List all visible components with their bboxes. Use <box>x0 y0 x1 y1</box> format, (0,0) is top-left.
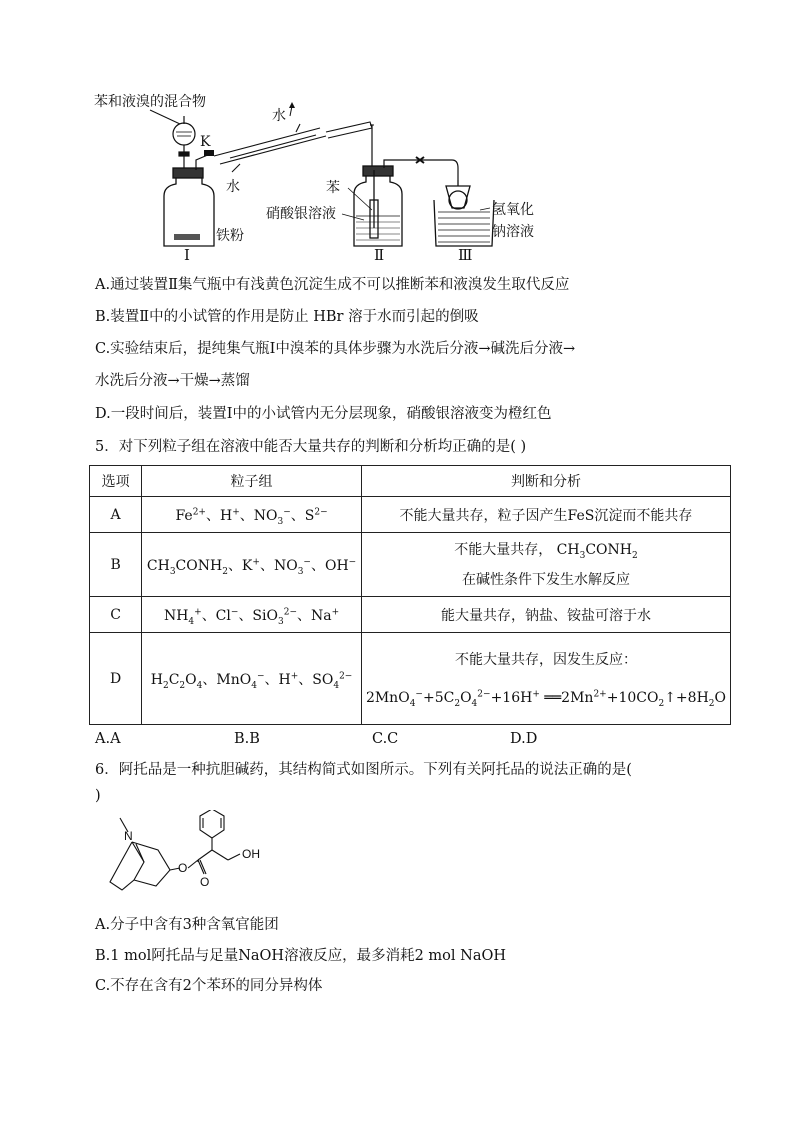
equation: $2MnO_4^-+5C_2O_4^{2-}+16H^+$ $══2Mn^{2+}+10CO_2↑+8H_2O$ <box>365 688 726 709</box>
table-row <box>90 497 731 533</box>
q4-option-d: D.一段时间后，装置Ⅰ中的小试管内无分层现象，硝酸银溶液变为橙红色 <box>95 406 552 422</box>
q6-option-b: B.1 mol阿托品与足量NaOH溶液反应，最多消耗2 mol NaOH <box>95 948 507 964</box>
naoh-label-1: 氢氧化 <box>492 202 534 218</box>
benzene-label: 苯 <box>326 180 340 196</box>
row-option: C <box>90 597 142 633</box>
separatory-funnel <box>173 116 195 176</box>
gas-bottle-2 <box>354 166 402 246</box>
hydroxyl-label: OH <box>242 847 260 861</box>
q5-stem: 5．对下列粒子组在溶液中能否大量共存的判断和分析均正确的是( ) <box>95 439 527 455</box>
beaker-3 <box>434 180 494 246</box>
row-particles: $Fe^{2+}$、H+、$NO_3^-$、$S^{2-}$ <box>142 497 362 533</box>
apparatus-label-1: Ⅰ <box>184 248 190 263</box>
q4-option-b: B.装置Ⅱ中的小试管的作用是防止 HBr 溶于水而引起的倒吸 <box>95 309 479 325</box>
row-option: D <box>90 633 142 725</box>
q5-choice-d: D.D <box>510 731 538 747</box>
row-analysis: 不能大量共存，粒子因产生FeS沉淀而不能共存 <box>361 497 730 533</box>
water-in-label: 水 <box>226 179 240 195</box>
carbonyl-oxygen-label: O <box>200 875 210 889</box>
header-option: 选项 <box>90 466 142 497</box>
table-row <box>90 597 731 633</box>
ester-oxygen-label: O <box>178 861 188 875</box>
q6-option-a: A.分子中含有3种含氧官能团 <box>95 917 279 933</box>
q5-choice-b: B.B <box>234 731 260 747</box>
q5-table <box>89 465 731 725</box>
silver-nitrate-label: 硝酸银溶液 <box>266 206 336 222</box>
row-particles: $NH_4^+$、Cl−、SiO$_3^{2-}$、Na+ <box>142 597 362 633</box>
analysis-b-line1: 不能大量共存， <box>454 541 553 558</box>
row-analysis: 不能大量共存， $CH_3CONH_2$ 在碱性条件下发生水解反应 <box>361 533 730 597</box>
k-label: K <box>200 134 211 150</box>
mixture-label: 苯和液溴的混合物 <box>94 94 206 110</box>
bromobenzene-apparatus-diagram <box>80 88 560 263</box>
row-analysis: 能大量共存，钠盐、铵盐可溶于水 <box>361 597 730 633</box>
nitrogen-label: N <box>124 829 133 843</box>
q6-stem-line2: ) <box>95 788 101 804</box>
q4-option-c-line2: 水洗后分液→干燥→蒸馏 <box>95 373 250 389</box>
reaction-bottle-1 <box>164 168 214 246</box>
q4-option-c-line1: C.实验结束后，提纯集气瓶Ⅰ中溴苯的具体步骤为水洗后分液→碱洗后分液→ <box>95 341 576 357</box>
atropine-structure-diagram <box>100 810 300 905</box>
condenser <box>214 122 372 172</box>
q5-choice-c: C.C <box>372 731 399 747</box>
row-option: B <box>90 533 142 597</box>
apparatus-label-3: Ⅲ <box>458 248 473 263</box>
row-analysis <box>361 633 730 725</box>
water-out-label: 水 <box>272 108 286 124</box>
q5-choice-a: A.A <box>95 731 121 747</box>
table-header-row <box>90 466 731 497</box>
table-row <box>90 633 731 725</box>
row-option: A <box>90 497 142 533</box>
header-particles: 粒子组 <box>142 466 362 497</box>
analysis-d-line1: 不能大量共存，因发生反应： <box>454 651 637 668</box>
table-row <box>90 533 731 597</box>
row-particles: $H_2C_2O_4$、MnO$_4$−、H+、$SO_4^{2-}$ <box>142 633 362 725</box>
analysis-b-line2: 在碱性条件下发生水解反应 <box>461 571 630 588</box>
q6-option-c: C.不存在含有2个苯环的同分异构体 <box>95 978 323 994</box>
q6-stem-line1: 6．阿托品是一种抗胆碱药，其结构简式如图所示。下列有关阿托品的说法正确的是( <box>95 762 632 778</box>
apparatus-label-2: Ⅱ <box>374 248 385 263</box>
q4-option-a: A.通过装置Ⅱ集气瓶中有浅黄色沉淀生成不可以推断苯和液溴发生取代反应 <box>95 277 570 293</box>
header-analysis: 判断和分析 <box>361 466 730 497</box>
iron-powder-label: 铁粉 <box>216 228 244 244</box>
row-particles: $CH_3CONH_2$、K+、$NO_3^-$、OH− <box>142 533 362 597</box>
naoh-label-2: 钠溶液 <box>492 224 534 240</box>
